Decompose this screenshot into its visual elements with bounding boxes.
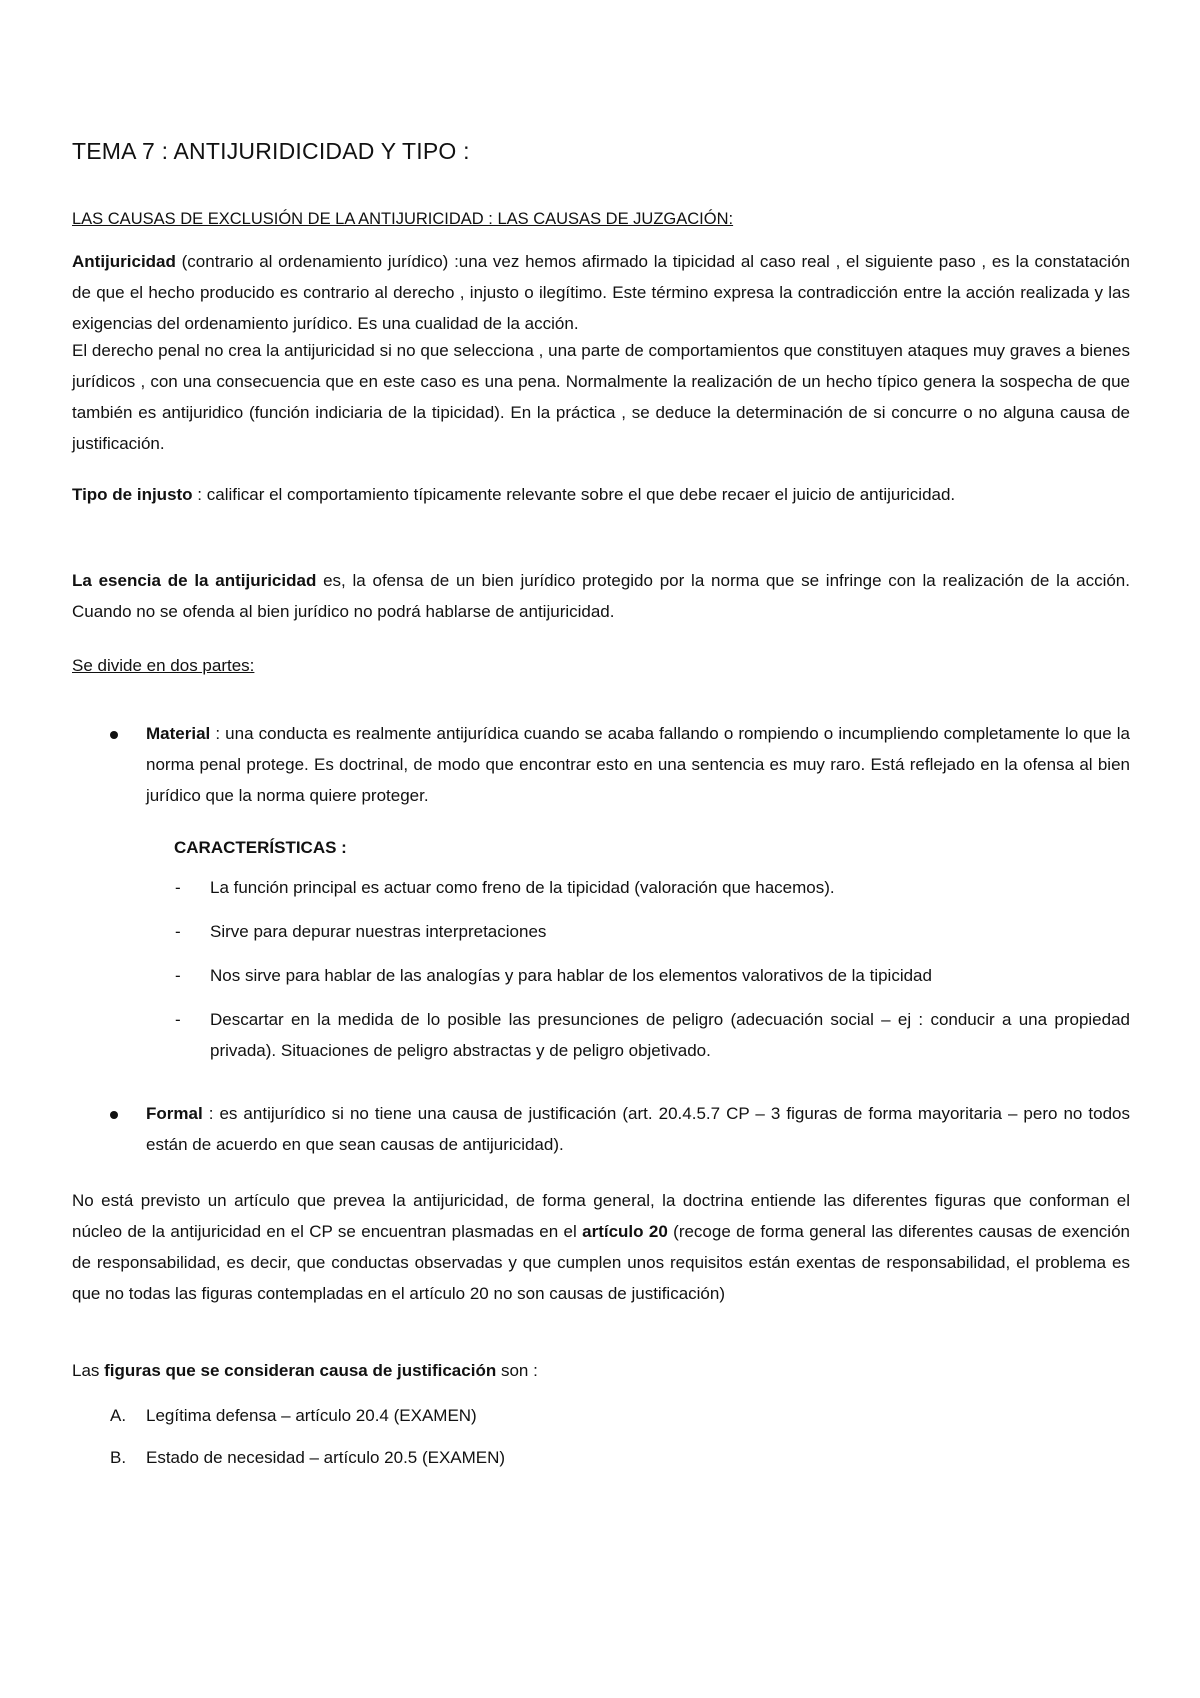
list-label: B.	[110, 1448, 127, 1467]
dash-bullet-icon: -	[175, 878, 181, 897]
term-figuras: figuras que se consideran causa de justificación	[104, 1361, 497, 1380]
bullet-icon	[110, 731, 118, 739]
paragraph-tipo-text: : calificar el comportamiento típicamente relevante sobre el que debe recaer el juicio de antijuricidad.	[192, 485, 956, 504]
dash-bullet-icon: -	[175, 1010, 181, 1029]
paragraph-antijuricidad-text: (contrario al ordenamiento jurídico) :una vez hemos afirmado la tipicidad al caso real , el siguiente paso , es la constatación de que el hecho producido es contrario al derecho , injusto o ilegítimo. Este término expresa la contradicción entre la acción realizada y las exigencias del ordenamiento jurídico. Es una cualidad de la acción.	[72, 252, 1130, 333]
paragraph-articulo-20	[72, 1185, 1130, 1309]
term-material: Material	[146, 724, 211, 743]
bullet-formal	[146, 1098, 1130, 1160]
document-title: TEMA 7 : ANTIJURIDICIDAD Y TIPO :	[72, 138, 470, 164]
list-item: Estado de necesidad – artículo 20.5 (EXAMEN)	[146, 1448, 506, 1467]
caracteristica-item: Sirve para depurar nuestras interpretaciones	[210, 922, 547, 941]
caracteristica-item: Nos sirve para hablar de las analogías y para hablar de los elementos valorativos de la tipicidad	[210, 966, 932, 985]
paragraph-esencia	[72, 565, 1130, 627]
paragraph-articulo-20-text-b: (recoge de forma general las diferentes causas de exención de responsabilidad, es decir, que conductas observadas y que cumplen unos requisitos están exentas de responsabilidad, el problema es que no todas las figuras contempladas en el artículo 20 no son causas de justificación)	[72, 1222, 1130, 1303]
paragraph-antijuricidad	[72, 246, 1130, 339]
caracteristica-item: Descartar en la medida de lo posible las presunciones de peligro (adecuación social – ej : conducir a una propiedad privada). Situaciones de peligro abstractas y de peligro objetivado.	[210, 1010, 1130, 1060]
paragraph-articulo-20-text-a: No está previsto un artículo que prevea la antijuricidad, de forma general, la doctrina entiende las diferentes figuras que conforman el núcleo de la antijuricidad en el CP se encuentran plasmadas en el	[72, 1191, 1130, 1241]
list-item: Legítima defensa – artículo 20.4 (EXAMEN)	[146, 1406, 477, 1425]
caracteristicas-heading	[174, 832, 347, 863]
term-antijuricidad: Antijuricidad	[72, 252, 176, 271]
bullet-material-text: : una conducta es realmente antijurídica cuando se acaba fallando o rompiendo o incumpliendo completamente lo que la norma penal protege. Es doctrinal, de modo que encontrar esto en una sentencia es muy raro. Está reflejado en la ofensa al bien jurídico que la norma quiere proteger.	[146, 724, 1130, 805]
caracteristica-item: La función principal es actuar como freno de la tipicidad (valoración que hacemos).	[210, 878, 835, 897]
bullet-material	[146, 718, 1130, 811]
paragraph-figuras	[72, 1355, 538, 1386]
term-esencia: La esencia de la antijuricidad	[72, 571, 317, 590]
term-articulo-20: artículo 20	[582, 1222, 668, 1241]
paragraph-tipo-de-injusto	[72, 479, 1130, 510]
bullet-formal-text: : es antijurídico si no tiene una causa de justificación (art. 20.4.5.7 CP – 3 figuras de forma mayoritaria – pero no todos están de acuerdo en que sean causas de antijuricidad).	[146, 1104, 1130, 1154]
paragraph-esencia-text: es, la ofensa de un bien jurídico protegido por la norma que se infringe con la realización de la acción. Cuando no se ofenda al bien jurídico no podrá hablarse de antijuricidad.	[72, 571, 1130, 621]
divide-heading: Se divide en dos partes:	[72, 656, 255, 675]
list-label: A.	[110, 1406, 127, 1425]
dash-bullet-icon: -	[175, 922, 181, 941]
section-subtitle: LAS CAUSAS DE EXCLUSIÓN DE LA ANTIJURICIDAD : LAS CAUSAS DE JUZGACIÓN:	[72, 210, 734, 228]
dash-bullet-icon: -	[175, 966, 181, 985]
paragraph-derecho-penal: El derecho penal no crea la antijuricidad si no que selecciona , una parte de comportamientos que constituyen ataques muy graves a bienes jurídicos , con una consecuencia que en este caso es una pena. Normalmente la realización de un hecho típico genera la sospecha de que también es antijuridico (función indiciaria de la tipicidad). En la práctica , se deduce la determinación de si concurre o no alguna causa de justificación.	[72, 341, 1130, 453]
bullet-icon	[110, 1111, 118, 1119]
paragraph-figuras-text-a: Las	[72, 1361, 105, 1380]
term-tipo-de-injusto: Tipo de injusto	[72, 485, 193, 504]
paragraph-figuras-text-b: son :	[496, 1361, 538, 1380]
term-formal: Formal	[146, 1104, 203, 1123]
caracteristicas-heading-text: CARACTERÍSTICAS :	[174, 838, 347, 857]
